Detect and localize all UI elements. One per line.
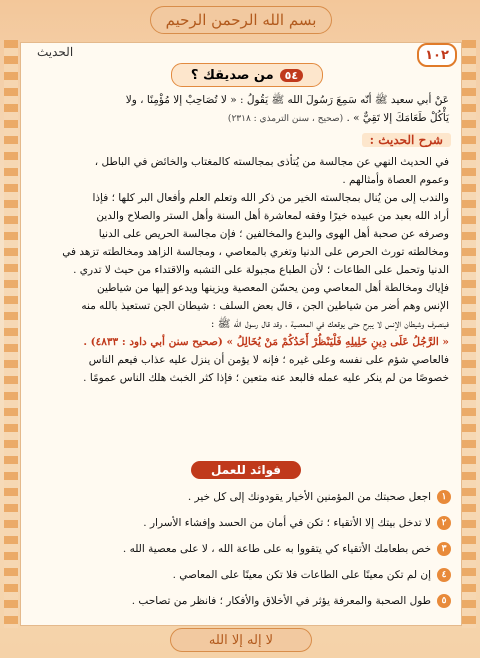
top-banner	[150, 6, 332, 34]
benefit-text: اجعل صحبتك من المؤمنين الأخيار يقودونك إلى كل خير .	[187, 491, 431, 503]
benefit-number: ٤	[437, 568, 451, 582]
benefit-item	[35, 513, 451, 533]
bottom-banner	[170, 628, 312, 652]
text-line: الإنس وهم أضر من شياطين الجن ، قال بعض السلف : شيطان الجن تستعيذ بالله منه	[81, 300, 449, 312]
text-line: والندب إلى من يُنال بمجالسته الخير من ذكر الله وتعلم العلم وأفعال البر كلها ؛ فإذا	[92, 192, 449, 204]
hadith-reference: (صحيح ، سنن الترمذي : ٢٣١٨)	[227, 114, 344, 124]
explanation-heading: شرح الحديث :	[362, 133, 451, 147]
hadith-line-text: يَأْكُلْ طَعَامَكَ إلا تَقِيٌّ » .	[346, 112, 449, 124]
benefit-item	[35, 565, 451, 585]
section-number: ٥٤	[280, 69, 303, 82]
benefit-text: طول الصحبة والمعرفة يؤثر في الأخلاق والأفكار ؛ فانظر من تصاحب .	[131, 595, 431, 607]
page-number: ١٠٢	[417, 43, 457, 67]
top-banner-text: بسم الله الرحمن الرحيم	[165, 11, 317, 29]
benefit-text: لا تدخل بيتك إلا الأتقياء ؛ تكن في أمان من الحسد وإفشاء الأسرار .	[143, 517, 431, 529]
benefit-item	[35, 539, 451, 559]
text-line: الدنيا وتحمل على الطاعات ؛ لأن الطباع مجبولة على التشبه والاقتداء من حيث لا تدري .	[73, 264, 449, 276]
page-header	[21, 43, 461, 65]
benefit-item	[35, 591, 451, 611]
right-ornament	[462, 40, 476, 628]
text-line: وعموم العصاة وأمثالهم .	[342, 174, 449, 186]
text-line: أراد الله بعبد من عبيده خيرًا وفقه لمعاشرة أهل السنة وأهل الستر والصلاح والدين	[96, 210, 449, 222]
hadith-line: عَنْ أبي سعيد ﷺ أنّه سَمِعَ رَسُولَ الله ﷺ يَقُولُ : « لا تُصَاحِبْ إلا مُؤْمِنًا ، ولا	[125, 94, 449, 106]
section-title	[171, 63, 323, 87]
page-content	[20, 42, 462, 626]
benefit-number: ٥	[437, 594, 451, 608]
bottom-banner-text: لا إله إلا الله	[208, 632, 274, 648]
hadith-line	[33, 109, 449, 128]
explanation-text	[33, 153, 449, 387]
benefit-number: ٢	[437, 516, 451, 530]
benefit-item	[35, 487, 451, 507]
benefit-text: إن لم تكن معينًا على الطاعات فلا تكن معينًا على المعاصي .	[172, 569, 431, 581]
text-line: فينصرف وشيطان الإنس لا يبرح حتى يوقعك في المعصية ، وقد قال رسول الله ﷺ :	[210, 318, 449, 330]
text-line: فالعاصي شؤم على نفسه وعلى غيره ؛ فإنه لا يؤمن أن ينزل عليه عذاب فيعم الناس	[88, 354, 449, 366]
benefit-number: ١	[437, 490, 451, 504]
text-line: خصوصًا من لم ينكر عليه عمله فالبعد عنه متعين ؛ فإذا كثر الخبث هلك الناس عمومًا .	[83, 372, 449, 384]
text-line: ومخالطته تورث الحرص على الدنيا وتغري بالمعاصي ، ومجالسة الزاهد ومخالطته تزهد في	[62, 246, 449, 258]
section-title-text: من صديقك ؟	[190, 67, 274, 83]
hadith-text	[33, 91, 449, 128]
chapter-title: الحديث	[37, 45, 74, 59]
benefit-number: ٣	[437, 542, 451, 556]
text-line: وصرفه عن صحبة أهل الهوى والبدع والمخالفين ؛ فإن مجالسة الحريص على الدنيا	[98, 228, 449, 240]
left-ornament	[4, 40, 18, 628]
text-line: فإياك ومخالطة أهل المعاصي ومن يحسّن المعصية ويزينها ويدعو إليها من شياطين	[97, 282, 449, 294]
text-line: « الرَّجُلُ عَلَى دِينِ خَلِيلِهِ فَلْيَنْظُرْ أَحَدُكُمْ مَنْ يُخَالِلُ » (صحيح سنن أبي داود : ٤٨٣٣) .	[83, 336, 449, 348]
text-line: في الحديث النهي عن مجالسة من يُتأذى بمجالسته كالمغتاب والخائض في الباطل ،	[94, 156, 449, 168]
benefit-text: خص بطعامك الأتقياء كي يتقووا به على طاعة الله ، لا على معصية الله .	[122, 543, 431, 555]
benefits-title: فوائد للعمل	[191, 461, 301, 479]
